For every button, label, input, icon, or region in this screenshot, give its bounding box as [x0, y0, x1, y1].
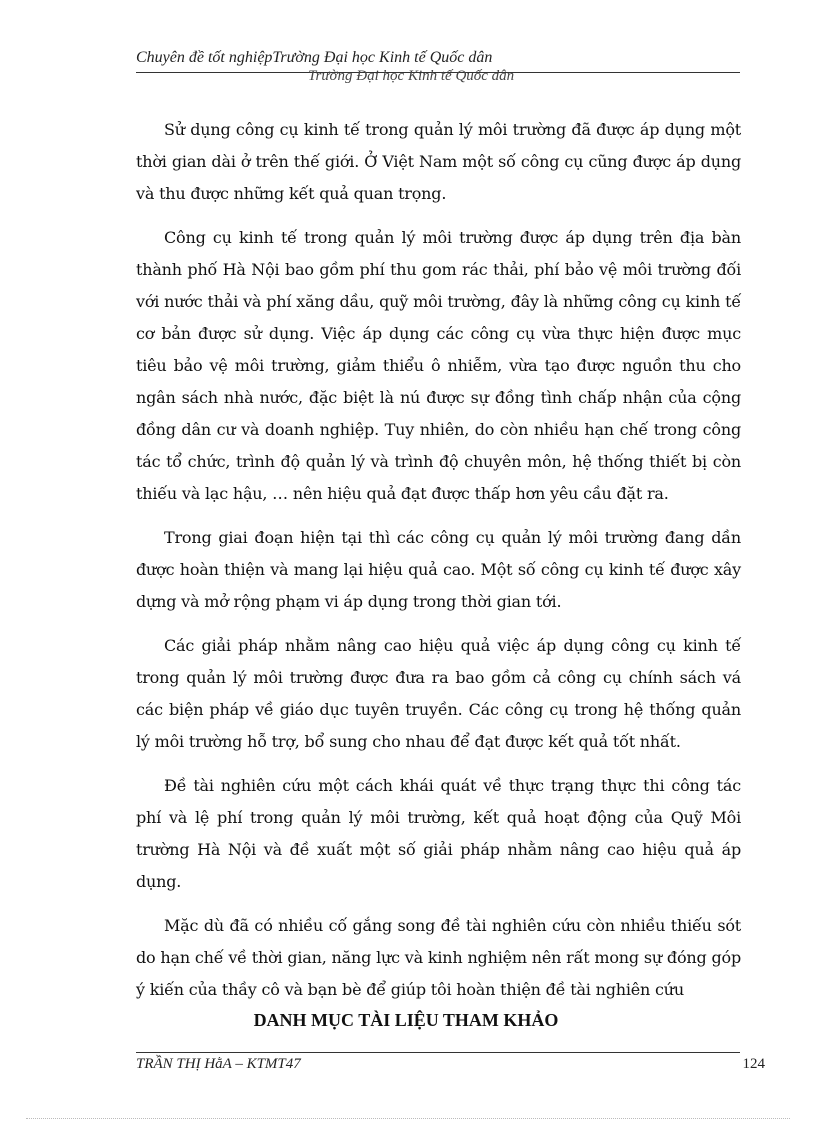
paragraph: Trong giai đoạn hiện tại thì các công cụ quản lý môi trường đang dần được hoàn thiện và mang lại hiệu quả cao. Một số công cụ kinh tế được xây dựng và mở rộng phạm vi áp dụng trong thời gian tới. [136, 528, 741, 611]
paragraph: Các giải pháp nhằm nâng cao hiệu quả việc áp dụng công cụ kinh tế trong quản lý môi trường được đưa ra bao gồm cả công cụ chính sách vá các biện pháp về giáo dục tuyên truyền. Các công cụ trong hệ thống quản lý môi trường hỗ trợ, bổ sung cho nhau để đạt được kết quả tốt nhất. [136, 636, 741, 751]
paragraph: Mặc dù đã có nhiều cố gắng song đề tài nghiên cứu còn nhiều thiếu sót do hạn chế về thời gian, năng lực và kinh nghiệm nên rất mong sự đóng góp ý kiến của thầy cô và bạn bè để giúp tôi hoàn thiện đề tài nghiên cứu [136, 916, 741, 999]
footer-author: TRẦN THỊ HằA – KTMT47 [136, 1056, 301, 1072]
header-subtitle: Trường Đại học Kinh tế Quốc dân [308, 68, 515, 84]
page-number: 124 [742, 1056, 765, 1072]
paragraph: Đề tài nghiên cứu một cách khái quát về thực trạng thực thi công tác phí và lệ phí trong quản lý môi trường, kết quả hoạt động của Quỹ Môi trường Hà Nội và đề xuất một số giải pháp nhằm nâng cao hiệu quả áp dụng. [136, 776, 741, 891]
paragraph: Sử dụng công cụ kinh tế trong quản lý môi trường đã được áp dụng một thời gian dài ở trên thế giới. Ở Việt Nam một số công cụ cũng được áp dụng và thu được những kết quả quan trọng. [136, 120, 741, 203]
body-text [136, 114, 741, 1018]
paragraph: Công cụ kinh tế trong quản lý môi trường được áp dụng trên địa bàn thành phố Hà Nội bao gồm phí thu gom rác thải, phí bảo vệ môi trường đối với nước thải và phí xăng dầu, quỹ môi trường, đây là những công cụ kinh tế cơ bản được sử dụng. Việc áp dụng các công cụ vừa thực hiện được mục tiêu bảo vệ môi trường, giảm thiểu ô nhiễm, vừa tạo được nguồn thu cho ngân sách nhà nước, đặc biệt là nú được sự đồng tình chấp nhận của cộng đồng dân cư và doanh nghiệp. Tuy nhiên, do còn nhiều hạn chế trong công tác tổ chức, trình độ quản lý và trình độ chuyên môn, hệ thống thiết bị còn thiếu và lạc hậu, … nên hiệu quả đạt được thấp hơn yêu cầu đặt ra. [136, 228, 741, 503]
header-title: Chuyên đề tốt nghiệpTrường Đại học Kinh tế Quốc dân [136, 49, 493, 66]
section-title: DANH MỤC TÀI LIỆU THAM KHẢO [253, 1010, 559, 1030]
footer-rule [136, 1052, 740, 1053]
page-bottom-border [26, 1118, 790, 1119]
